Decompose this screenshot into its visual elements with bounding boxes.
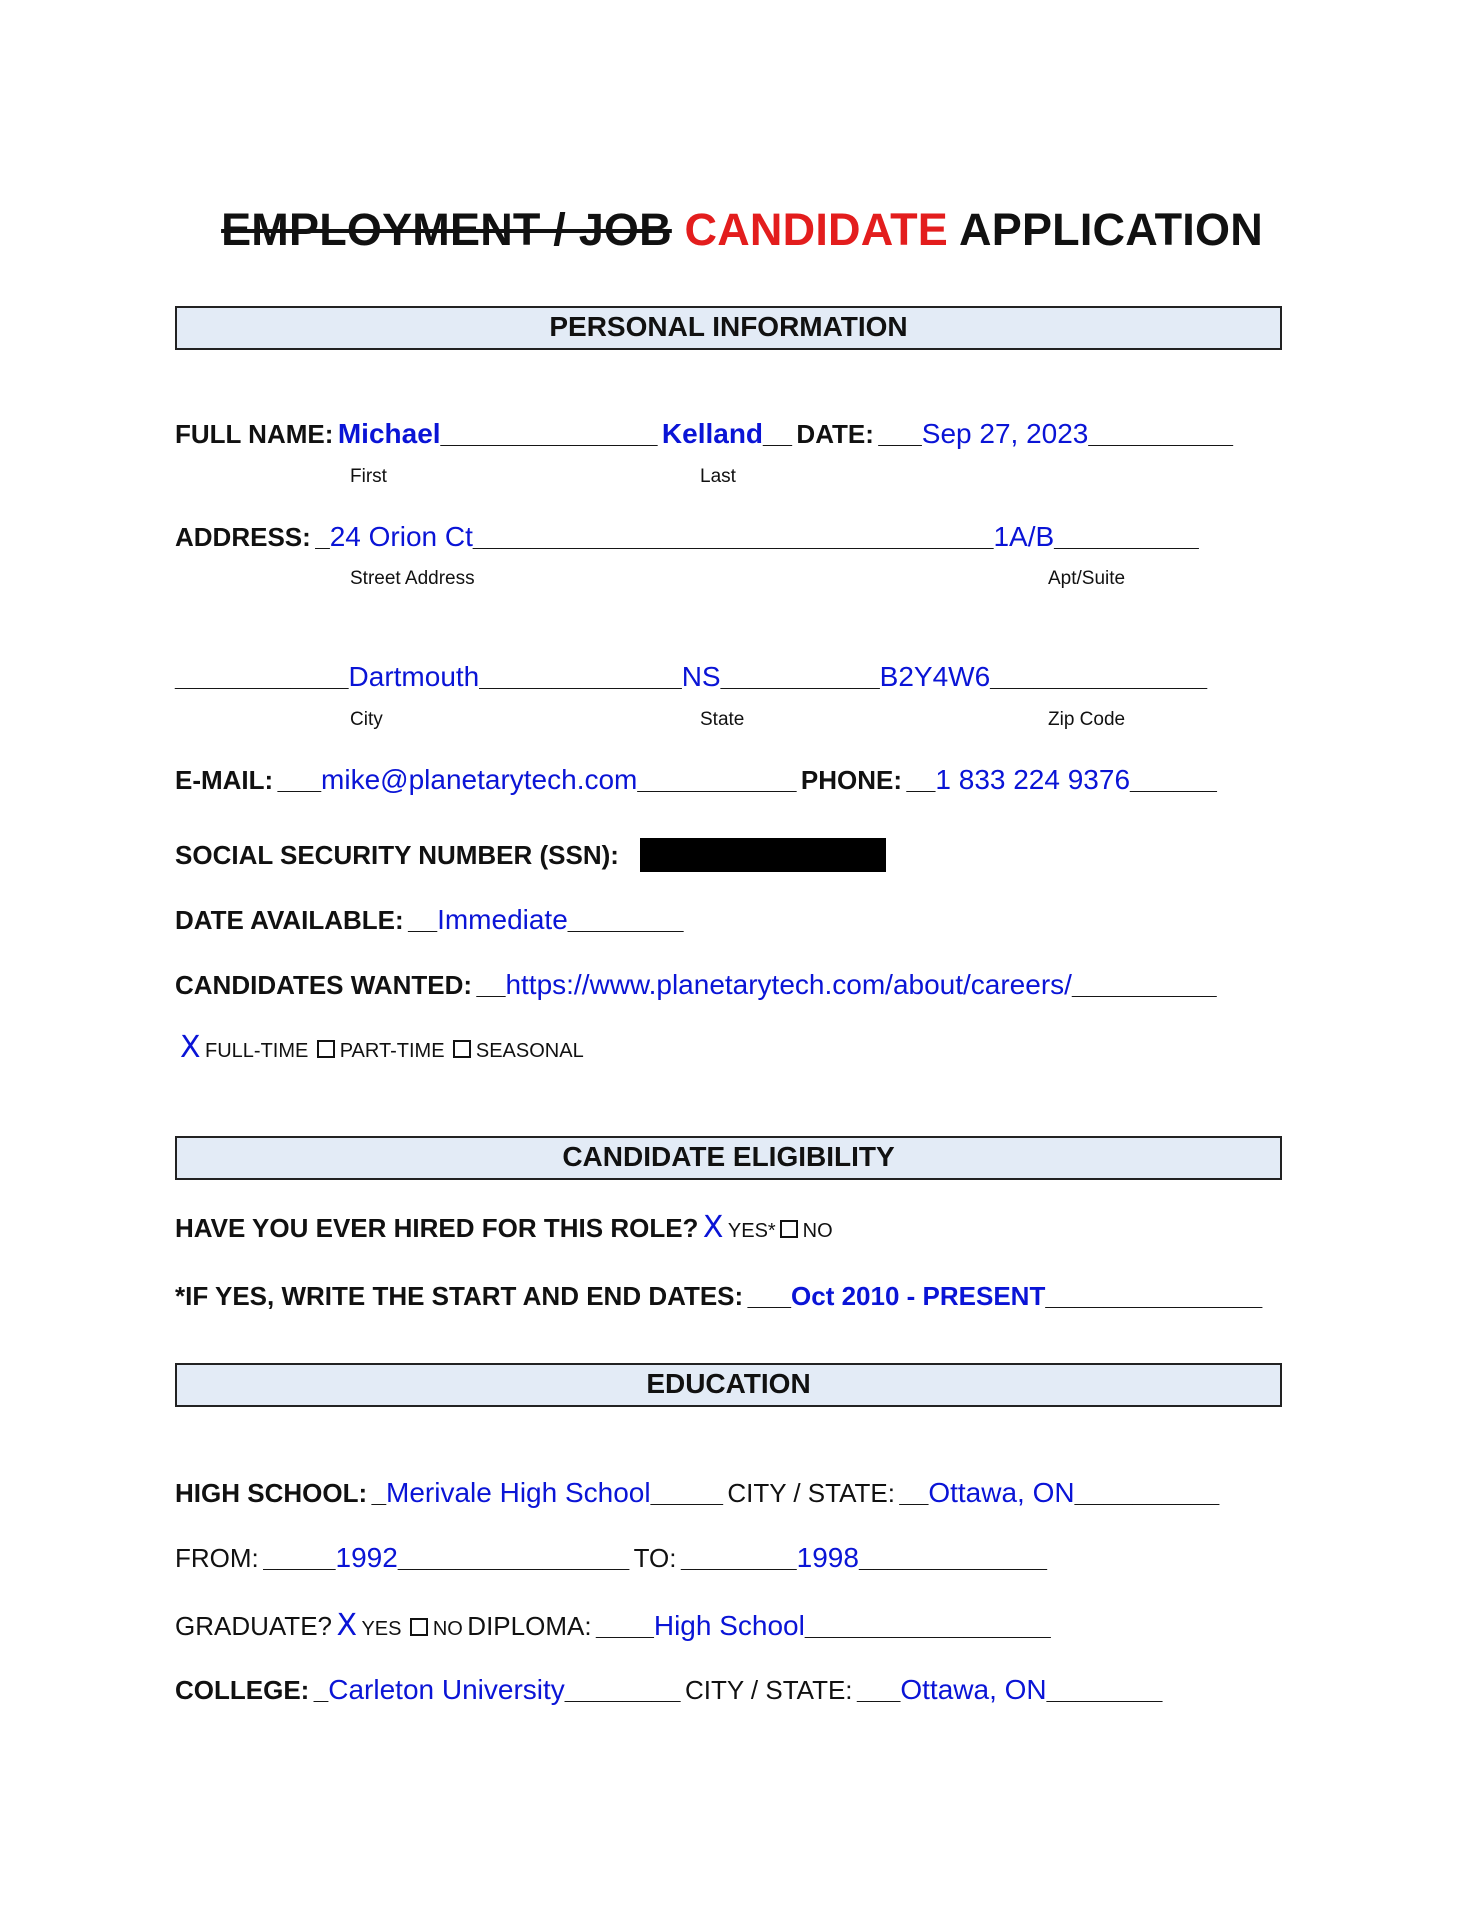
email-fill: ___________ <box>637 765 797 795</box>
to-value[interactable]: 1998 <box>796 1542 859 1573</box>
candidates-wanted-label: CANDIDATES WANTED: <box>175 970 473 1000</box>
apt-value[interactable]: 1A/B <box>993 521 1055 552</box>
hire-dates-label: *IF YES, WRITE THE START AND END DATES: <box>175 1281 744 1311</box>
candidates-wanted-value[interactable]: https://www.planetarytech.com/about/careers/ <box>505 969 1072 1000</box>
email-phone-row <box>175 764 1217 796</box>
graduate-no-label: NO <box>432 1618 463 1640</box>
college-label: COLLEGE: <box>175 1675 310 1705</box>
city-pre-fill: ____________ <box>175 662 349 692</box>
high-school-city-fill: __________ <box>1074 1478 1220 1508</box>
high-school-city-value[interactable]: Ottawa, ON <box>928 1477 1075 1508</box>
high-school-label: HIGH SCHOOL: <box>175 1478 368 1508</box>
city-value[interactable]: Dartmouth <box>348 661 480 692</box>
hired-question-label: HAVE YOU EVER HIRED FOR THIS ROLE? <box>175 1213 699 1243</box>
date-pre-fill: ___ <box>878 419 922 449</box>
from-fill: ________________ <box>397 1543 630 1573</box>
date-available-row <box>175 904 683 936</box>
address-label: ADDRESS: <box>175 522 311 552</box>
part-time-label: PART-TIME <box>339 1040 445 1062</box>
date-available-pre-fill: __ <box>408 905 438 935</box>
first-caption: First <box>350 466 387 487</box>
college-city-fill: ________ <box>1046 1675 1163 1705</box>
high-school-city-label: CITY / STATE: <box>727 1478 895 1508</box>
first-name-value[interactable]: Michael <box>337 418 441 449</box>
full-time-check-mark[interactable]: X <box>180 1030 201 1065</box>
zip-caption: Zip Code <box>1048 709 1126 730</box>
seasonal-checkbox[interactable] <box>453 1040 471 1058</box>
employment-type-row <box>180 1030 584 1065</box>
graduate-yes-check-mark[interactable]: X <box>336 1608 358 1643</box>
graduate-yes-label: YES <box>361 1618 402 1640</box>
from-pre-fill: _____ <box>263 1543 336 1573</box>
candidates-wanted-pre-fill: __ <box>476 970 506 1000</box>
date-value[interactable]: Sep 27, 2023 <box>921 418 1089 449</box>
part-time-checkbox[interactable] <box>317 1040 335 1058</box>
full-name-label: FULL NAME: <box>175 419 334 449</box>
high-school-city-pre-fill: __ <box>899 1478 929 1508</box>
from-label: FROM: <box>175 1543 259 1573</box>
email-label: E-MAIL: <box>175 765 274 795</box>
zip-value[interactable]: B2Y4W6 <box>879 661 991 692</box>
college-city-value[interactable]: Ottawa, ON <box>900 1674 1047 1705</box>
street-caption: Street Address <box>350 568 475 589</box>
phone-label: PHONE: <box>800 765 903 795</box>
phone-fill: ______ <box>1130 765 1217 795</box>
diploma-value[interactable]: High School <box>653 1610 805 1641</box>
diploma-fill: _________________ <box>804 1611 1051 1641</box>
date-available-fill: ________ <box>567 905 684 935</box>
hire-dates-value[interactable]: Oct 2010 - PRESENT <box>791 1281 1046 1311</box>
date-label: DATE: <box>796 419 874 449</box>
hired-row <box>175 1210 833 1245</box>
years-row <box>175 1542 1047 1574</box>
last-caption: Last <box>700 466 736 487</box>
hired-no-checkbox[interactable] <box>780 1220 798 1238</box>
graduate-no-checkbox[interactable] <box>410 1618 428 1636</box>
graduate-label: GRADUATE? <box>175 1611 332 1641</box>
college-city-pre-fill: ___ <box>856 1675 901 1705</box>
city-caption: City <box>350 709 383 730</box>
section-header-education: EDUCATION <box>175 1363 1282 1407</box>
email-pre-fill: ___ <box>277 765 322 795</box>
college-row <box>175 1674 1162 1706</box>
full-time-label: FULL-TIME <box>205 1040 309 1062</box>
last-name-fill: __ <box>763 419 792 449</box>
high-school-pre-fill: _ <box>371 1478 387 1508</box>
hired-yes-check-mark[interactable]: X <box>702 1210 724 1245</box>
high-school-row <box>175 1477 1219 1509</box>
date-available-label: DATE AVAILABLE: <box>175 905 404 935</box>
diploma-label: DIPLOMA: <box>467 1611 592 1641</box>
city-state-zip-row <box>175 661 1207 693</box>
full-name-row <box>175 418 1233 450</box>
college-city-label: CITY / STATE: <box>684 1675 853 1705</box>
email-value[interactable]: mike@planetarytech.com <box>321 764 638 795</box>
to-pre-fill: ________ <box>680 1543 797 1573</box>
phone-pre-fill: __ <box>906 765 936 795</box>
phone-value[interactable]: 1 833 224 9376 <box>935 764 1131 795</box>
hired-no-label: NO <box>802 1220 833 1242</box>
college-pre-fill: _ <box>313 1675 329 1705</box>
seasonal-label: SEASONAL <box>475 1040 584 1062</box>
state-value[interactable]: NS <box>681 661 721 692</box>
first-name-fill: _______________ <box>440 419 658 449</box>
diploma-pre-fill: ____ <box>596 1611 654 1641</box>
last-name-value[interactable]: Kelland <box>661 418 764 449</box>
state-caption: State <box>700 709 745 730</box>
city-fill: ______________ <box>479 662 682 692</box>
date-available-value[interactable]: Immediate <box>437 904 568 935</box>
address-pre-fill: _ <box>315 522 330 552</box>
page-title <box>0 204 1484 256</box>
college-fill: ________ <box>564 1675 681 1705</box>
graduate-row <box>175 1608 1051 1643</box>
apt-caption: Apt/Suite <box>1048 568 1126 589</box>
candidates-wanted-fill: __________ <box>1071 970 1217 1000</box>
title-struck-text: EMPLOYMENT / JOB <box>221 204 672 255</box>
hire-dates-fill: _______________ <box>1045 1281 1263 1311</box>
high-school-value[interactable]: Merivale High School <box>386 1477 651 1508</box>
apt-fill: __________ <box>1054 522 1199 552</box>
street-fill: ____________________________________ <box>472 522 994 552</box>
section-header-eligibility: CANDIDATE ELIGIBILITY <box>175 1136 1282 1180</box>
ssn-redaction-bar <box>640 838 886 872</box>
ssn-label: SOCIAL SECURITY NUMBER (SSN): <box>175 840 619 870</box>
section-header-personal: PERSONAL INFORMATION <box>175 306 1282 350</box>
to-label: TO: <box>633 1543 677 1573</box>
hired-yes-label: YES* <box>727 1220 776 1242</box>
date-fill: __________ <box>1088 419 1233 449</box>
high-school-fill: _____ <box>650 1478 723 1508</box>
street-value[interactable]: 24 Orion Ct <box>329 521 473 552</box>
title-red-text: CANDIDATE <box>684 204 948 255</box>
from-value[interactable]: 1992 <box>335 1542 398 1573</box>
address-row <box>175 521 1199 553</box>
hire-dates-row <box>175 1281 1262 1312</box>
to-fill: _____________ <box>858 1543 1047 1573</box>
candidates-wanted-row <box>175 969 1217 1001</box>
state-fill: ___________ <box>720 662 880 692</box>
hire-dates-pre-fill: ___ <box>747 1281 792 1311</box>
zip-fill: _______________ <box>990 662 1208 692</box>
college-value[interactable]: Carleton University <box>328 1674 565 1705</box>
title-rest-text: APPLICATION <box>959 204 1263 255</box>
